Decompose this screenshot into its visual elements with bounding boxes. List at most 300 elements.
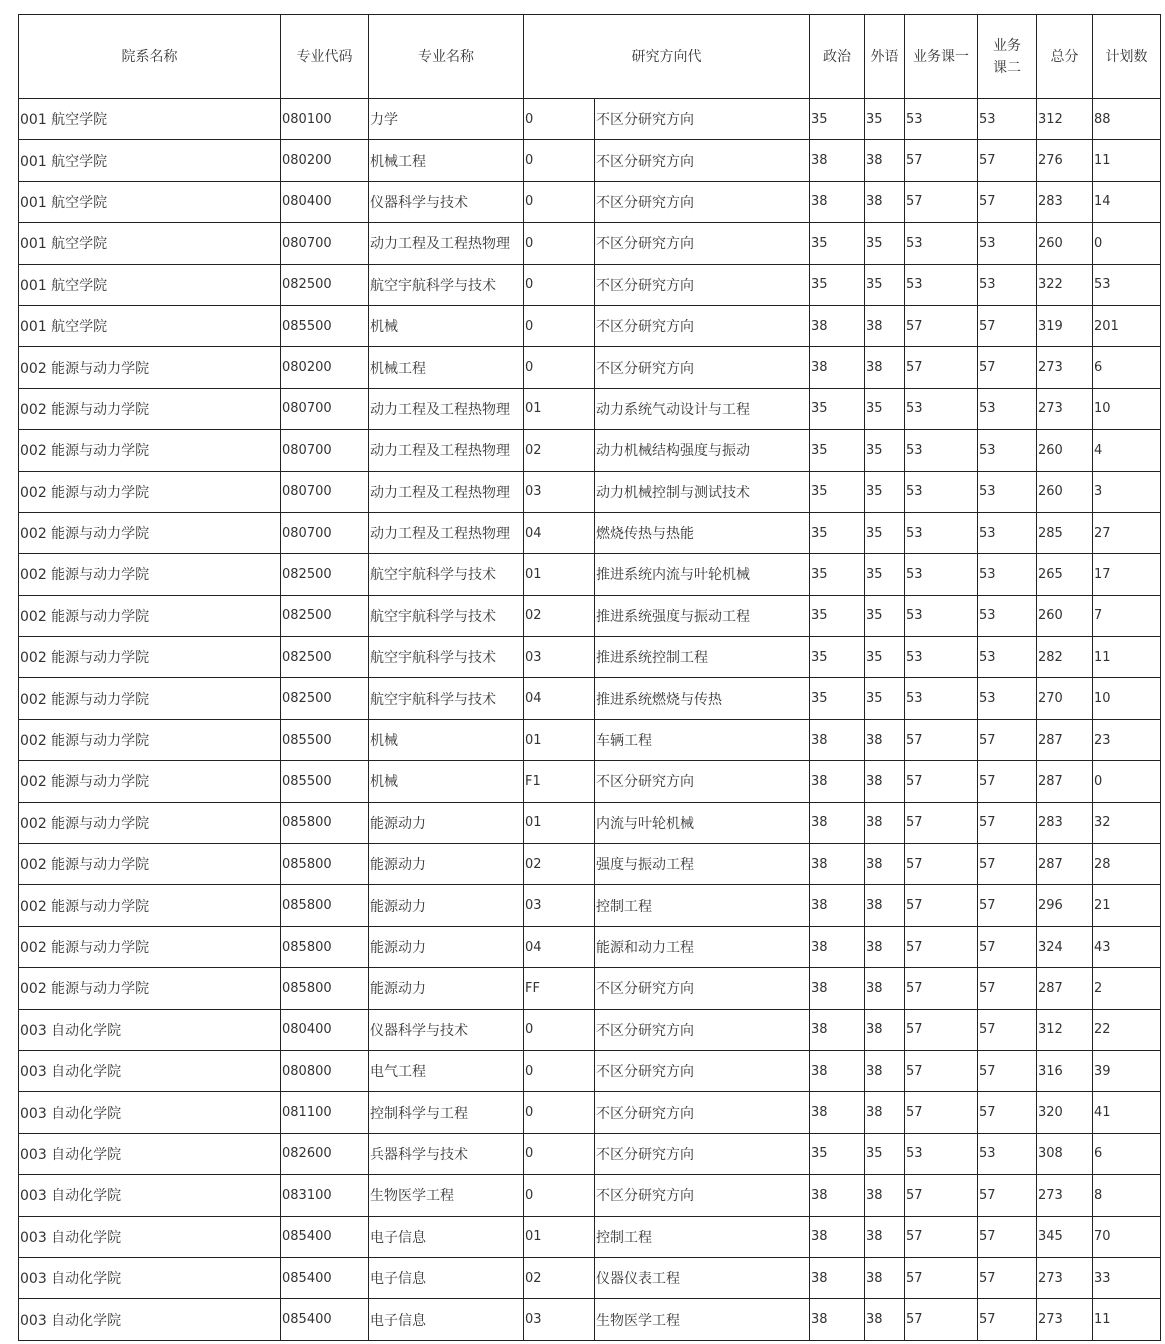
subject-two-cell: 57 xyxy=(978,1257,1037,1298)
subject-one-cell: 57 xyxy=(905,1299,978,1340)
department-cell: 003 自动化学院 xyxy=(19,1257,281,1298)
department-cell: 003 自动化学院 xyxy=(19,1092,281,1133)
plan-count-cell: 0 xyxy=(1093,223,1161,264)
direction-code-cell: 0 xyxy=(524,264,595,305)
department-cell: 001 航空学院 xyxy=(19,181,281,222)
major-code-cell: 085400 xyxy=(281,1257,369,1298)
major-name-cell: 机械 xyxy=(369,305,524,346)
total-cell: 319 xyxy=(1037,305,1093,346)
subject-one-cell: 57 xyxy=(905,140,978,181)
subject-two-cell: 57 xyxy=(978,1299,1037,1340)
plan-count-cell: 2 xyxy=(1093,968,1161,1009)
politics-cell: 35 xyxy=(810,1133,865,1174)
subject-two-cell: 57 xyxy=(978,140,1037,181)
direction-code-cell: 0 xyxy=(524,1133,595,1174)
foreign-language-cell: 35 xyxy=(865,678,905,719)
table-row xyxy=(19,1175,1161,1216)
direction-name-cell: 不区分研究方向 xyxy=(595,1092,810,1133)
plan-count-cell: 11 xyxy=(1093,637,1161,678)
direction-name-cell: 推进系统内流与叶轮机械 xyxy=(595,554,810,595)
major-code-cell: 082500 xyxy=(281,554,369,595)
politics-cell: 38 xyxy=(810,1216,865,1257)
major-code-cell: 080400 xyxy=(281,181,369,222)
department-cell: 002 能源与动力学院 xyxy=(19,388,281,429)
major-code-cell: 085500 xyxy=(281,761,369,802)
major-code-cell: 080200 xyxy=(281,140,369,181)
major-code-cell: 080700 xyxy=(281,388,369,429)
table-row xyxy=(19,512,1161,553)
major-name-cell: 航空宇航科学与技术 xyxy=(369,264,524,305)
major-code-cell: 083100 xyxy=(281,1175,369,1216)
table-row xyxy=(19,430,1161,471)
plan-count-cell: 0 xyxy=(1093,761,1161,802)
col-header-subject-two: 业务课二 xyxy=(978,15,1037,99)
total-cell: 273 xyxy=(1037,1175,1093,1216)
plan-count-cell: 70 xyxy=(1093,1216,1161,1257)
table-row xyxy=(19,1299,1161,1340)
table-row xyxy=(19,388,1161,429)
politics-cell: 38 xyxy=(810,1175,865,1216)
subject-one-cell: 53 xyxy=(905,388,978,429)
plan-count-cell: 201 xyxy=(1093,305,1161,346)
politics-cell: 38 xyxy=(810,802,865,843)
total-cell: 273 xyxy=(1037,1299,1093,1340)
total-cell: 287 xyxy=(1037,968,1093,1009)
foreign-language-cell: 38 xyxy=(865,140,905,181)
subject-two-cell: 53 xyxy=(978,1133,1037,1174)
major-code-cell: 080700 xyxy=(281,471,369,512)
table-row xyxy=(19,554,1161,595)
table-row xyxy=(19,140,1161,181)
subject-one-cell: 57 xyxy=(905,844,978,885)
total-cell: 260 xyxy=(1037,595,1093,636)
department-cell: 002 能源与动力学院 xyxy=(19,637,281,678)
table-row xyxy=(19,719,1161,760)
foreign-language-cell: 38 xyxy=(865,844,905,885)
department-cell: 002 能源与动力学院 xyxy=(19,347,281,388)
total-cell: 260 xyxy=(1037,430,1093,471)
table-row xyxy=(19,305,1161,346)
direction-code-cell: 0 xyxy=(524,181,595,222)
major-name-cell: 机械 xyxy=(369,761,524,802)
politics-cell: 35 xyxy=(810,512,865,553)
politics-cell: 35 xyxy=(810,637,865,678)
total-cell: 316 xyxy=(1037,1050,1093,1091)
table-row xyxy=(19,802,1161,843)
foreign-language-cell: 35 xyxy=(865,512,905,553)
major-name-cell: 机械 xyxy=(369,719,524,760)
foreign-language-cell: 35 xyxy=(865,554,905,595)
direction-code-cell: 01 xyxy=(524,1216,595,1257)
foreign-language-cell: 38 xyxy=(865,926,905,967)
major-name-cell: 航空宇航科学与技术 xyxy=(369,678,524,719)
major-name-cell: 仪器科学与技术 xyxy=(369,1009,524,1050)
direction-name-cell: 不区分研究方向 xyxy=(595,1009,810,1050)
plan-count-cell: 7 xyxy=(1093,595,1161,636)
direction-name-cell: 能源和动力工程 xyxy=(595,926,810,967)
direction-code-cell: FF xyxy=(524,968,595,1009)
direction-name-cell: 推进系统燃烧与传热 xyxy=(595,678,810,719)
foreign-language-cell: 38 xyxy=(865,968,905,1009)
subject-one-cell: 53 xyxy=(905,554,978,595)
subject-two-cell: 53 xyxy=(978,637,1037,678)
plan-count-cell: 14 xyxy=(1093,181,1161,222)
direction-code-cell: 0 xyxy=(524,347,595,388)
major-code-cell: 080400 xyxy=(281,1009,369,1050)
major-code-cell: 085500 xyxy=(281,305,369,346)
direction-name-cell: 推进系统控制工程 xyxy=(595,637,810,678)
foreign-language-cell: 38 xyxy=(865,1175,905,1216)
politics-cell: 38 xyxy=(810,844,865,885)
direction-code-cell: F1 xyxy=(524,761,595,802)
major-name-cell: 动力工程及工程热物理 xyxy=(369,471,524,512)
major-name-cell: 能源动力 xyxy=(369,926,524,967)
direction-name-cell: 强度与振动工程 xyxy=(595,844,810,885)
subject-one-cell: 53 xyxy=(905,595,978,636)
direction-code-cell: 0 xyxy=(524,1050,595,1091)
col-header-total: 总分 xyxy=(1037,15,1093,99)
major-name-cell: 机械工程 xyxy=(369,347,524,388)
politics-cell: 38 xyxy=(810,1009,865,1050)
direction-name-cell: 不区分研究方向 xyxy=(595,305,810,346)
subject-one-cell: 57 xyxy=(905,1009,978,1050)
major-code-cell: 080700 xyxy=(281,430,369,471)
foreign-language-cell: 38 xyxy=(865,1216,905,1257)
politics-cell: 35 xyxy=(810,264,865,305)
subject-one-cell: 57 xyxy=(905,305,978,346)
subject-two-cell: 57 xyxy=(978,761,1037,802)
politics-cell: 38 xyxy=(810,140,865,181)
direction-name-cell: 车辆工程 xyxy=(595,719,810,760)
table-row xyxy=(19,471,1161,512)
politics-cell: 38 xyxy=(810,968,865,1009)
direction-name-cell: 燃烧传热与热能 xyxy=(595,512,810,553)
direction-code-cell: 01 xyxy=(524,719,595,760)
subject-one-cell: 57 xyxy=(905,802,978,843)
plan-count-cell: 27 xyxy=(1093,512,1161,553)
plan-count-cell: 88 xyxy=(1093,99,1161,140)
subject-two-cell: 57 xyxy=(978,1175,1037,1216)
direction-code-cell: 02 xyxy=(524,1257,595,1298)
subject-one-cell: 53 xyxy=(905,512,978,553)
major-name-cell: 能源动力 xyxy=(369,802,524,843)
table-row xyxy=(19,968,1161,1009)
table-row xyxy=(19,264,1161,305)
major-code-cell: 085400 xyxy=(281,1216,369,1257)
direction-code-cell: 01 xyxy=(524,388,595,429)
subject-one-cell: 57 xyxy=(905,347,978,388)
col-header-major-name: 专业名称 xyxy=(369,15,524,99)
major-code-cell: 085400 xyxy=(281,1299,369,1340)
table-row xyxy=(19,181,1161,222)
direction-code-cell: 0 xyxy=(524,1175,595,1216)
department-cell: 003 自动化学院 xyxy=(19,1050,281,1091)
plan-count-cell: 10 xyxy=(1093,678,1161,719)
politics-cell: 38 xyxy=(810,1257,865,1298)
major-name-cell: 电气工程 xyxy=(369,1050,524,1091)
subject-two-cell: 53 xyxy=(978,388,1037,429)
direction-code-cell: 03 xyxy=(524,1299,595,1340)
subject-two-cell: 57 xyxy=(978,968,1037,1009)
major-code-cell: 082500 xyxy=(281,595,369,636)
department-cell: 002 能源与动力学院 xyxy=(19,968,281,1009)
table-row xyxy=(19,223,1161,264)
total-cell: 287 xyxy=(1037,719,1093,760)
foreign-language-cell: 38 xyxy=(865,1257,905,1298)
major-name-cell: 航空宇航科学与技术 xyxy=(369,595,524,636)
table-header-row xyxy=(19,15,1161,99)
department-cell: 002 能源与动力学院 xyxy=(19,885,281,926)
foreign-language-cell: 35 xyxy=(865,430,905,471)
table-row xyxy=(19,1133,1161,1174)
subject-two-cell: 57 xyxy=(978,305,1037,346)
major-code-cell: 085800 xyxy=(281,926,369,967)
foreign-language-cell: 35 xyxy=(865,223,905,264)
table-row xyxy=(19,595,1161,636)
total-cell: 276 xyxy=(1037,140,1093,181)
subject-one-cell: 53 xyxy=(905,1133,978,1174)
foreign-language-cell: 38 xyxy=(865,885,905,926)
major-name-cell: 机械工程 xyxy=(369,140,524,181)
direction-name-cell: 不区分研究方向 xyxy=(595,181,810,222)
foreign-language-cell: 38 xyxy=(865,1050,905,1091)
politics-cell: 35 xyxy=(810,99,865,140)
total-cell: 324 xyxy=(1037,926,1093,967)
direction-name-cell: 内流与叶轮机械 xyxy=(595,802,810,843)
department-cell: 002 能源与动力学院 xyxy=(19,554,281,595)
direction-name-cell: 不区分研究方向 xyxy=(595,347,810,388)
subject-one-cell: 57 xyxy=(905,719,978,760)
politics-cell: 38 xyxy=(810,719,865,760)
plan-count-cell: 43 xyxy=(1093,926,1161,967)
major-code-cell: 082600 xyxy=(281,1133,369,1174)
subject-one-cell: 57 xyxy=(905,885,978,926)
foreign-language-cell: 35 xyxy=(865,637,905,678)
department-cell: 001 航空学院 xyxy=(19,99,281,140)
major-code-cell: 085800 xyxy=(281,844,369,885)
subject-one-cell: 57 xyxy=(905,968,978,1009)
total-cell: 287 xyxy=(1037,761,1093,802)
plan-count-cell: 28 xyxy=(1093,844,1161,885)
table-row xyxy=(19,926,1161,967)
politics-cell: 38 xyxy=(810,1050,865,1091)
total-cell: 273 xyxy=(1037,1257,1093,1298)
direction-name-cell: 不区分研究方向 xyxy=(595,1175,810,1216)
plan-count-cell: 6 xyxy=(1093,1133,1161,1174)
table-row xyxy=(19,347,1161,388)
direction-name-cell: 推进系统强度与振动工程 xyxy=(595,595,810,636)
score-table xyxy=(18,14,1161,1341)
subject-two-cell: 53 xyxy=(978,512,1037,553)
direction-name-cell: 不区分研究方向 xyxy=(595,99,810,140)
direction-code-cell: 02 xyxy=(524,595,595,636)
subject-two-cell: 57 xyxy=(978,1216,1037,1257)
direction-code-cell: 0 xyxy=(524,140,595,181)
subject-two-cell: 57 xyxy=(978,802,1037,843)
plan-count-cell: 23 xyxy=(1093,719,1161,760)
direction-name-cell: 动力系统气动设计与工程 xyxy=(595,388,810,429)
subject-one-cell: 57 xyxy=(905,1050,978,1091)
total-cell: 345 xyxy=(1037,1216,1093,1257)
foreign-language-cell: 35 xyxy=(865,99,905,140)
direction-name-cell: 控制工程 xyxy=(595,1216,810,1257)
plan-count-cell: 41 xyxy=(1093,1092,1161,1133)
table-row xyxy=(19,1092,1161,1133)
department-cell: 002 能源与动力学院 xyxy=(19,595,281,636)
major-name-cell: 力学 xyxy=(369,99,524,140)
subject-one-cell: 53 xyxy=(905,99,978,140)
major-name-cell: 仪器科学与技术 xyxy=(369,181,524,222)
department-cell: 001 航空学院 xyxy=(19,223,281,264)
department-cell: 002 能源与动力学院 xyxy=(19,844,281,885)
foreign-language-cell: 35 xyxy=(865,388,905,429)
plan-count-cell: 8 xyxy=(1093,1175,1161,1216)
direction-name-cell: 控制工程 xyxy=(595,885,810,926)
department-cell: 002 能源与动力学院 xyxy=(19,512,281,553)
direction-code-cell: 04 xyxy=(524,926,595,967)
direction-name-cell: 不区分研究方向 xyxy=(595,1050,810,1091)
foreign-language-cell: 35 xyxy=(865,264,905,305)
total-cell: 312 xyxy=(1037,99,1093,140)
department-cell: 002 能源与动力学院 xyxy=(19,678,281,719)
subject-one-cell: 53 xyxy=(905,637,978,678)
politics-cell: 35 xyxy=(810,471,865,512)
major-code-cell: 085800 xyxy=(281,802,369,843)
direction-name-cell: 不区分研究方向 xyxy=(595,264,810,305)
col-header-foreign-language: 外语 xyxy=(865,15,905,99)
direction-code-cell: 0 xyxy=(524,305,595,346)
major-name-cell: 能源动力 xyxy=(369,844,524,885)
table-row xyxy=(19,1257,1161,1298)
subject-two-cell: 57 xyxy=(978,1050,1037,1091)
major-code-cell: 085500 xyxy=(281,719,369,760)
subject-two-cell: 57 xyxy=(978,926,1037,967)
total-cell: 283 xyxy=(1037,802,1093,843)
subject-two-cell: 57 xyxy=(978,844,1037,885)
major-name-cell: 电子信息 xyxy=(369,1257,524,1298)
table-row xyxy=(19,1216,1161,1257)
subject-one-cell: 57 xyxy=(905,761,978,802)
col-header-department: 院系名称 xyxy=(19,15,281,99)
major-code-cell: 080700 xyxy=(281,512,369,553)
total-cell: 260 xyxy=(1037,471,1093,512)
table-row xyxy=(19,678,1161,719)
col-header-major-code: 专业代码 xyxy=(281,15,369,99)
politics-cell: 38 xyxy=(810,305,865,346)
col-header-subject-one: 业务课一 xyxy=(905,15,978,99)
politics-cell: 38 xyxy=(810,761,865,802)
subject-one-cell: 53 xyxy=(905,264,978,305)
col-header-plan-count: 计划数 xyxy=(1093,15,1161,99)
table-row xyxy=(19,99,1161,140)
politics-cell: 38 xyxy=(810,181,865,222)
department-cell: 003 自动化学院 xyxy=(19,1175,281,1216)
subject-one-cell: 53 xyxy=(905,430,978,471)
subject-one-cell: 57 xyxy=(905,1257,978,1298)
plan-count-cell: 17 xyxy=(1093,554,1161,595)
foreign-language-cell: 38 xyxy=(865,1009,905,1050)
department-cell: 002 能源与动力学院 xyxy=(19,926,281,967)
total-cell: 265 xyxy=(1037,554,1093,595)
subject-two-cell: 57 xyxy=(978,181,1037,222)
table-row xyxy=(19,1009,1161,1050)
major-code-cell: 080800 xyxy=(281,1050,369,1091)
foreign-language-cell: 38 xyxy=(865,761,905,802)
total-cell: 273 xyxy=(1037,388,1093,429)
department-cell: 001 航空学院 xyxy=(19,140,281,181)
total-cell: 273 xyxy=(1037,347,1093,388)
politics-cell: 35 xyxy=(810,595,865,636)
subject-one-cell: 57 xyxy=(905,926,978,967)
direction-code-cell: 0 xyxy=(524,1092,595,1133)
politics-cell: 38 xyxy=(810,347,865,388)
plan-count-cell: 3 xyxy=(1093,471,1161,512)
direction-name-cell: 生物医学工程 xyxy=(595,1299,810,1340)
major-name-cell: 兵器科学与技术 xyxy=(369,1133,524,1174)
foreign-language-cell: 38 xyxy=(865,802,905,843)
department-cell: 002 能源与动力学院 xyxy=(19,471,281,512)
politics-cell: 35 xyxy=(810,430,865,471)
plan-count-cell: 22 xyxy=(1093,1009,1161,1050)
table-row xyxy=(19,885,1161,926)
major-code-cell: 082500 xyxy=(281,637,369,678)
subject-two-cell: 57 xyxy=(978,885,1037,926)
total-cell: 260 xyxy=(1037,223,1093,264)
politics-cell: 38 xyxy=(810,926,865,967)
direction-code-cell: 04 xyxy=(524,512,595,553)
plan-count-cell: 11 xyxy=(1093,1299,1161,1340)
subject-two-cell: 57 xyxy=(978,347,1037,388)
foreign-language-cell: 38 xyxy=(865,181,905,222)
politics-cell: 38 xyxy=(810,1299,865,1340)
col-header-research-direction: 研究方向代 xyxy=(524,15,810,99)
subject-two-cell: 53 xyxy=(978,99,1037,140)
plan-count-cell: 10 xyxy=(1093,388,1161,429)
plan-count-cell: 39 xyxy=(1093,1050,1161,1091)
direction-code-cell: 01 xyxy=(524,802,595,843)
direction-code-cell: 02 xyxy=(524,844,595,885)
col-header-politics: 政治 xyxy=(810,15,865,99)
total-cell: 296 xyxy=(1037,885,1093,926)
major-name-cell: 动力工程及工程热物理 xyxy=(369,388,524,429)
total-cell: 287 xyxy=(1037,844,1093,885)
total-cell: 283 xyxy=(1037,181,1093,222)
politics-cell: 38 xyxy=(810,885,865,926)
foreign-language-cell: 35 xyxy=(865,1133,905,1174)
subject-one-cell: 57 xyxy=(905,1092,978,1133)
subject-one-cell: 53 xyxy=(905,471,978,512)
major-name-cell: 能源动力 xyxy=(369,968,524,1009)
subject-two-cell: 53 xyxy=(978,223,1037,264)
plan-count-cell: 4 xyxy=(1093,430,1161,471)
total-cell: 270 xyxy=(1037,678,1093,719)
politics-cell: 35 xyxy=(810,554,865,595)
politics-cell: 35 xyxy=(810,223,865,264)
major-code-cell: 085800 xyxy=(281,885,369,926)
plan-count-cell: 32 xyxy=(1093,802,1161,843)
direction-code-cell: 03 xyxy=(524,637,595,678)
politics-cell: 38 xyxy=(810,1092,865,1133)
direction-code-cell: 02 xyxy=(524,430,595,471)
direction-code-cell: 0 xyxy=(524,223,595,264)
major-name-cell: 控制科学与工程 xyxy=(369,1092,524,1133)
major-code-cell: 081100 xyxy=(281,1092,369,1133)
table-row xyxy=(19,761,1161,802)
direction-code-cell: 04 xyxy=(524,678,595,719)
total-cell: 308 xyxy=(1037,1133,1093,1174)
direction-code-cell: 01 xyxy=(524,554,595,595)
subject-two-cell: 53 xyxy=(978,554,1037,595)
